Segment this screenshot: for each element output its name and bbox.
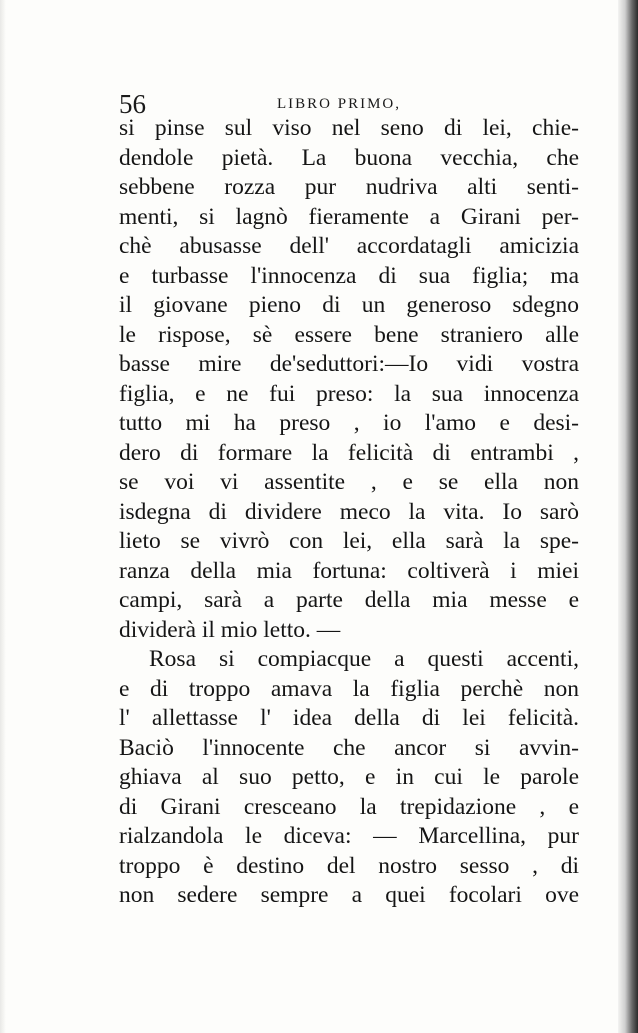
paragraph-2: [119, 645, 579, 911]
running-head: LIBRO PRIMO,: [277, 96, 402, 112]
text-line: menti, si lagnò fieramente a Girani per-: [119, 203, 579, 230]
text-line: si pinse sul viso nel seno di lei, chie-: [119, 115, 579, 141]
text-line: se voi vi assentite , e se ella non: [119, 469, 579, 495]
text-line: l' allettasse l' idea della di lei felicità.: [119, 705, 579, 731]
text-line: e turbasse l'innocenza di sua figlia; ma: [119, 262, 579, 289]
text-line: sebbene rozza pur nudriva alti senti-: [119, 174, 579, 200]
text-line: ranza della mia fortuna: coltiverà i miei: [119, 557, 579, 584]
text-line: di Girani cresceano la trepidazione , e: [119, 793, 579, 820]
text-line: il giovane pieno di un generoso sdegno: [119, 292, 579, 318]
page-left-edge: [0, 0, 6, 1033]
text-line: non sedere sempre a quei focolari ove: [119, 882, 579, 908]
page-binding-shadow: [618, 0, 638, 1033]
text-line: le rispose, sè essere bene straniero alle: [119, 321, 579, 348]
text-line: troppo è destino del nostro sesso , di: [119, 852, 579, 879]
text-line: dividerà il mio letto. —: [119, 616, 341, 643]
body-text: [119, 114, 579, 911]
text-line: Baciò l'innocente che ancor si avvin-: [119, 734, 579, 761]
text-line: dendole pietà. La buona vecchia, che: [119, 144, 579, 171]
text-line: tutto mi ha preso , io l'amo e desi-: [119, 410, 579, 436]
text-line: figlia, e ne fui preso: la sua innocenza: [119, 380, 579, 407]
text-line: ghiava al suo petto, e in cui le parole: [119, 764, 579, 790]
text-line: Rosa si compiacque a questi accenti,: [149, 646, 579, 672]
text-line: basse mire de'seduttori:—Io vidi vostra: [119, 351, 579, 377]
text-line: chè abusasse dell' accordatagli amicizia: [119, 233, 579, 259]
text-line: campi, sarà a parte della mia messe e: [119, 587, 579, 613]
text-line: e di troppo amava la figlia perchè non: [119, 675, 579, 702]
text-line: dero di formare la felicità di entrambi ,: [119, 439, 579, 466]
paragraph-1: [119, 114, 579, 645]
page-number: 56: [119, 89, 146, 119]
text-line: lieto se vivrò con lei, ella sarà la spe-: [119, 528, 579, 554]
text-line: isdegna di dividere meco la vita. Io sarò: [119, 498, 579, 525]
text-line: rialzandola le diceva: — Marcellina, pur: [119, 823, 579, 849]
